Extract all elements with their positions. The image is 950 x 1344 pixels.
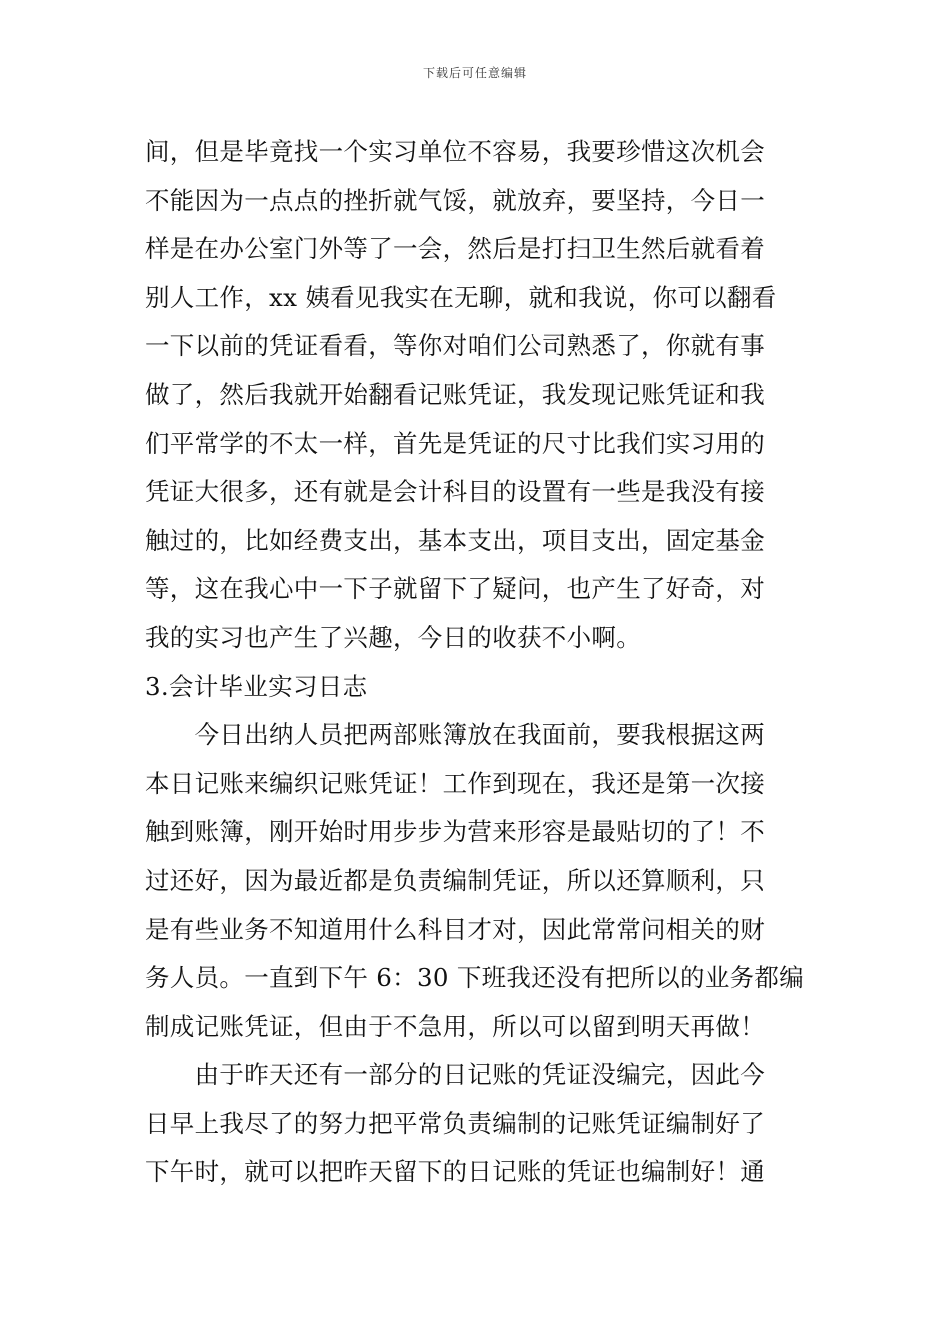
- text-line: 别人工作，xx 姨看见我实在无聊，就和我说，你可以翻看: [145, 282, 777, 312]
- text-line: 凭证大很多，还有就是会计科目的设置有一些是我没有接: [145, 477, 765, 507]
- text-line: 下午时，就可以把昨天留下的日记账的凭证也编制好！通: [145, 1157, 765, 1187]
- text-line: 制成记账凭证，但由于不急用，所以可以留到明天再做！: [145, 1011, 765, 1041]
- text-line: 日早上我尽了的努力把平常负责编制的记账凭证编制好了: [145, 1108, 765, 1138]
- text-line: 触过的，比如经费支出，基本支出，项目支出，固定基金: [145, 525, 765, 555]
- text-line: 一下以前的凭证看看，等你对咱们公司熟悉了，你就有事: [145, 331, 765, 361]
- text-line: 是有些业务不知道用什么科目才对，因此常常问相关的财: [145, 914, 765, 944]
- text-line: 触到账簿，刚开始时用步步为营来形容是最贴切的了！不: [145, 817, 765, 847]
- text-line: 务人员。一直到下午 6：30 下班我还没有把所以的业务都编: [145, 963, 805, 993]
- section-heading: 3.会计毕业实习日志: [145, 671, 368, 701]
- text-line: 不能因为一点点的挫折就气馁，就放弃，要坚持，今日一: [145, 185, 765, 215]
- text-line: 由于昨天还有一部分的日记账的凭证没编完，因此今: [145, 1060, 765, 1090]
- text-line: 本日记账来编织记账凭证！工作到现在，我还是第一次接: [145, 768, 765, 798]
- page-header: 下载后可任意编辑: [422, 66, 527, 80]
- text-line: 们平常学的不太一样，首先是凭证的尺寸比我们实习用的: [145, 428, 765, 458]
- text-line: 样是在办公室门外等了一会，然后是打扫卫生然后就看着: [145, 234, 765, 264]
- text-line: 我的实习也产生了兴趣，今日的收获不小啊。: [145, 622, 641, 652]
- text-line: 间，但是毕竟找一个实习单位不容易，我要珍惜这次机会: [145, 137, 765, 166]
- text-line: 过还好，因为最近都是负责编制凭证，所以还算顺利，只: [145, 865, 765, 895]
- text-line: 做了，然后我就开始翻看记账凭证，我发现记账凭证和我: [145, 379, 765, 409]
- document-body: [145, 128, 810, 1197]
- text-line: 等，这在我心中一下子就留下了疑问，也产生了好奇，对: [145, 574, 765, 604]
- text-line: 今日出纳人员把两部账簿放在我面前，要我根据这两: [145, 720, 765, 750]
